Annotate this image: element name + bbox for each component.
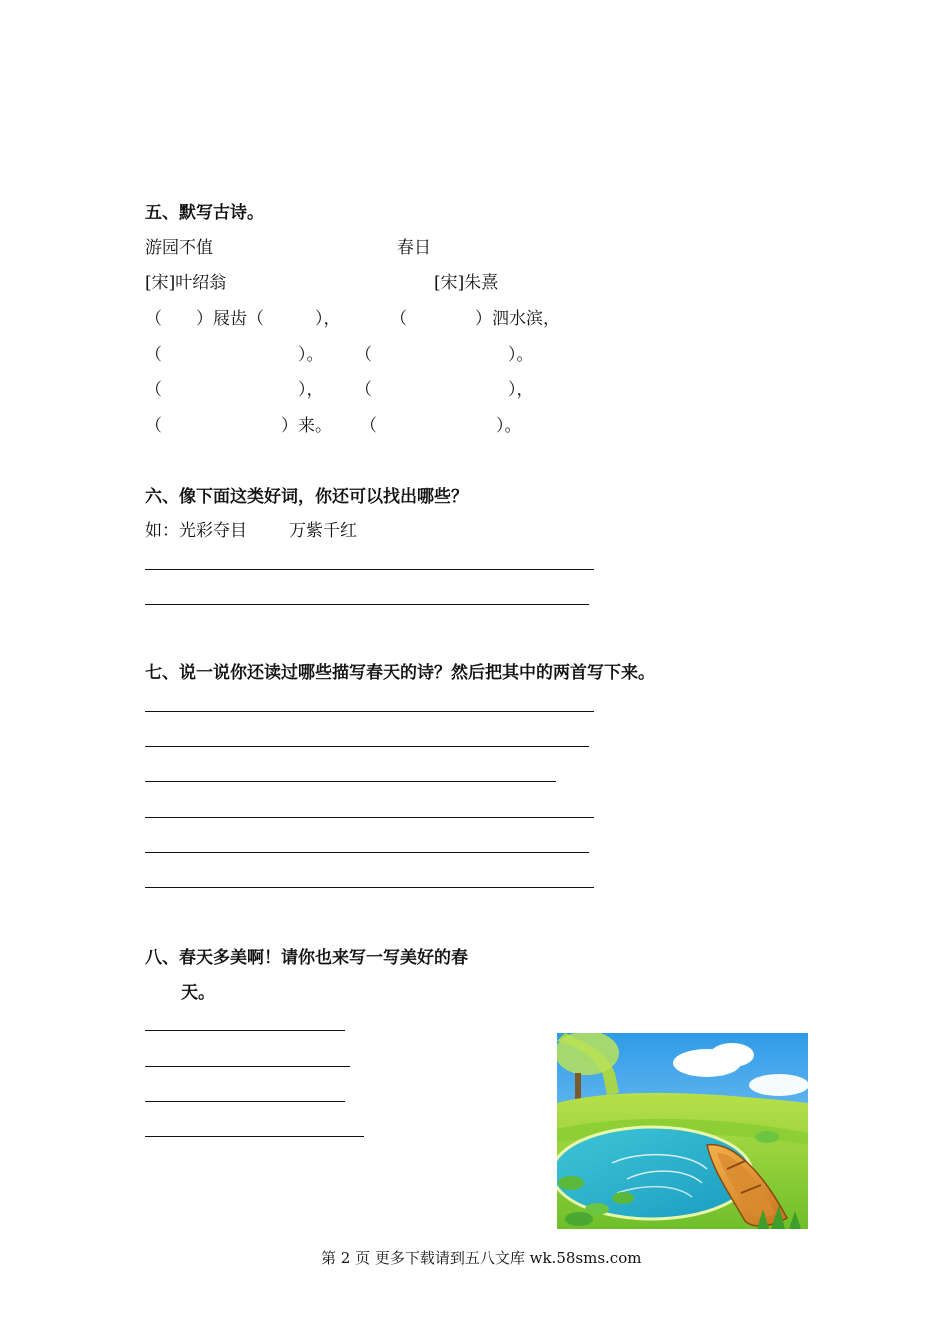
answer-line[interactable]: [145, 1136, 364, 1137]
poem-1-line-1[interactable]: （ ）屐齿（ ），: [145, 309, 341, 329]
section-7-title: 七、说一说你还读过哪些描写春天的诗？然后把其中的两首写下来。: [145, 663, 655, 683]
answer-line[interactable]: [145, 1101, 345, 1102]
answer-line[interactable]: [145, 781, 556, 782]
example-word-2: 万紫千红: [289, 521, 357, 541]
answer-line[interactable]: [145, 604, 589, 605]
answer-line[interactable]: [145, 817, 594, 818]
answer-line[interactable]: [145, 746, 589, 747]
section-8-title: 八、春天多美啊！请你也来写一写美好的春: [145, 948, 468, 968]
section-5-title: 五、默写古诗。: [145, 203, 264, 223]
section-8-title-continued: 天。: [181, 983, 215, 1003]
answer-line[interactable]: [145, 887, 594, 888]
poem-2-line-4[interactable]: （ ）。: [360, 416, 522, 436]
answer-line[interactable]: [145, 1066, 350, 1067]
page-footer: 第 2 页 更多下载请到五八文库 wk.58sms.com: [321, 1249, 642, 1267]
poem-1-title: 游园不值: [145, 238, 213, 258]
poem-1-author: [宋]叶绍翁: [145, 273, 227, 293]
poem-2-line-1[interactable]: （ ）泗水滨，: [390, 309, 560, 329]
poem-1-line-4[interactable]: （ ）来。: [145, 416, 332, 436]
answer-line[interactable]: [145, 852, 589, 853]
example-word-1: 如：光彩夺目: [145, 521, 247, 541]
section-6-title: 六、像下面这类好词，你还可以找出哪些？: [145, 487, 468, 507]
pond-boat-illustration-icon: [557, 1033, 808, 1229]
poem-1-line-3[interactable]: （ ），: [145, 380, 324, 400]
poem-2-title: 春日: [397, 238, 431, 258]
answer-line[interactable]: [145, 711, 594, 712]
poem-2-line-3[interactable]: （ ），: [355, 380, 534, 400]
answer-line[interactable]: [145, 1030, 345, 1031]
poem-2-author: [宋]朱熹: [434, 273, 499, 293]
poem-2-line-2[interactable]: （ ）。: [355, 345, 534, 365]
answer-line[interactable]: [145, 569, 594, 570]
poem-1-line-2[interactable]: （ ）。: [145, 345, 324, 365]
